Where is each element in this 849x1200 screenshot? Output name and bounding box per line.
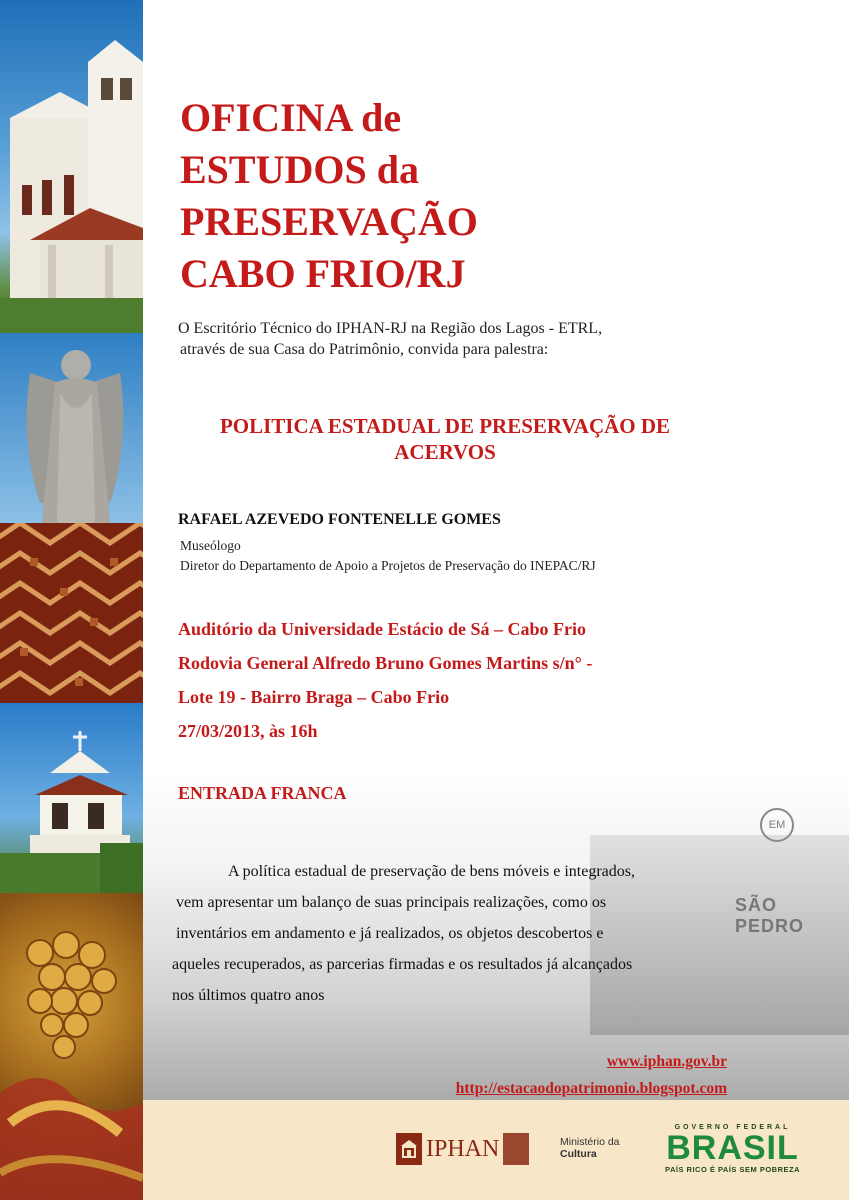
venue-line: Rodovia General Alfredo Bruno Gomes Martins s/n° - (178, 653, 593, 673)
venue-info (178, 612, 592, 748)
description-line: vem apresentar um balanço de suas principais realizações, como os (176, 894, 607, 911)
title-line: CABO FRIO/RJ (180, 251, 466, 296)
intro-line: O Escritório Técnico do IPHAN-RJ na Região dos Lagos - ETRL, (178, 320, 603, 337)
speaker-name: RAFAEL AZEVEDO FONTENELLE GOMES (178, 511, 501, 528)
angel-statue-photo (0, 333, 143, 523)
iphan-logo (396, 1133, 546, 1165)
gov-federal-label: GOVERNO FEDERAL (674, 1124, 791, 1131)
description-line: nos últimos quatro anos (172, 987, 325, 1004)
lecture-title (170, 413, 720, 465)
lecture-title-line: POLITICA ESTADUAL DE PRESERVAÇÃO DE (219, 414, 671, 438)
iphan-logo-subtext (503, 1133, 529, 1165)
description-line: A política estadual de preservação de bens móveis e integrados, (228, 863, 635, 880)
title-line: ESTUDOS da (180, 147, 419, 192)
grapes-carving-photo (0, 893, 143, 1200)
venue-line: Auditório da Universidade Estácio de Sá – Cabo Frio (178, 619, 587, 639)
brasil-slogan: PAÍS RICO É PAÍS SEM POBREZA (665, 1165, 800, 1174)
brasil-wordmark: BRASIL (666, 1129, 799, 1167)
speaker-role (180, 536, 596, 576)
title-line: OFICINA de (180, 95, 402, 140)
church-photo (0, 0, 143, 333)
lecture-title-line: ACERVOS (394, 440, 496, 464)
speaker-role-line: Diretor do Departamento de Apoio a Projetos de Preservação do INEPAC/RJ (180, 558, 596, 573)
title-line: PRESERVAÇÃO (180, 199, 478, 244)
free-entry-label: ENTRADA FRANCA (178, 783, 347, 803)
links (456, 1048, 727, 1102)
blog-link[interactable]: http://estacaodopatrimonio.blogspot.com (455, 1080, 727, 1097)
pattern-photo (0, 523, 143, 703)
ministerio-cultura-logo (560, 1136, 620, 1160)
iphan-site-link[interactable]: www.iphan.gov.br (606, 1053, 727, 1070)
brasil-logo (655, 1124, 810, 1174)
ministerio-line: Cultura (560, 1148, 597, 1160)
event-datetime: 27/03/2013, às 16h (178, 721, 318, 741)
speaker-role-line: Museólogo (180, 538, 241, 553)
intro-line: através de sua Casa do Patrimônio, convida para palestra: (180, 341, 549, 358)
background-sign: SÃO PEDRO (735, 895, 805, 936)
venue-line: Lote 19 - Bairro Braga – Cabo Frio (178, 687, 450, 707)
description-line: aqueles recuperados, as parcerias firmadas e os resultados já alcançados (172, 956, 633, 973)
photo-strip (0, 0, 143, 1200)
station-emblem-icon: EM (760, 808, 794, 842)
iphan-logo-icon (396, 1133, 422, 1165)
iphan-logo-text: IPHAN (426, 1136, 500, 1162)
page-title (180, 92, 478, 300)
intro-text (178, 318, 602, 360)
chapel-photo (0, 703, 143, 893)
description-text (170, 856, 635, 1011)
ministerio-line: Ministério da (560, 1136, 620, 1148)
description-line: inventários em andamento e já realizados, os objetos descobertos e (176, 925, 604, 942)
